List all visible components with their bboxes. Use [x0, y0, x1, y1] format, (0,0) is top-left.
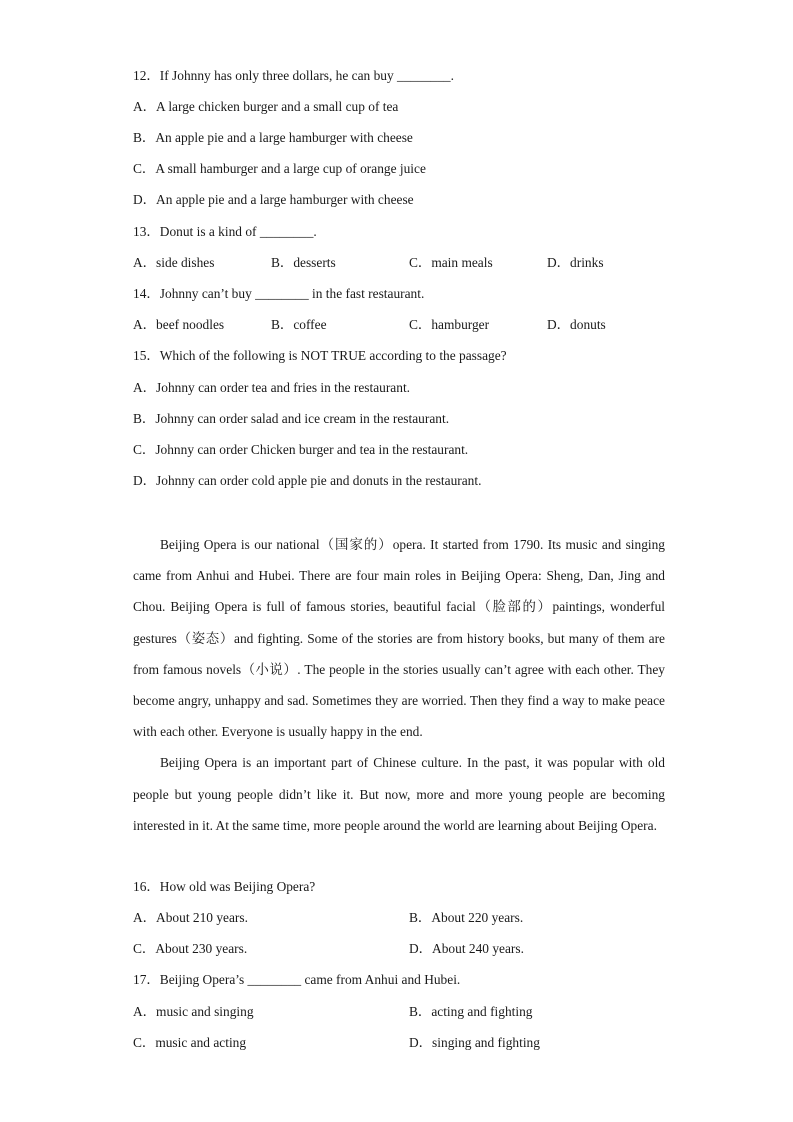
question-17-option-c: C．music and acting	[133, 1035, 247, 1050]
question-16-option-a: A．About 210 years.	[133, 910, 248, 925]
question-15-option-a: A．Johnny can order tea and fries in the restaurant.	[133, 380, 411, 395]
question-17-option-b: B．acting and fighting	[409, 1004, 533, 1019]
question-13-option-d: D．drinks	[547, 255, 604, 270]
reading-passage	[133, 529, 665, 841]
question-16-stem: 16．How old was Beijing Opera?	[133, 879, 316, 894]
question-16-option-c: C．About 230 years.	[133, 941, 248, 956]
question-14-option-b: B．coffee	[271, 317, 327, 332]
question-13-option-a: A．side dishes	[133, 255, 215, 270]
question-14-stem: 14．Johnny can’t buy ________ in the fast restaurant.	[133, 286, 425, 301]
question-12-option-d: D．An apple pie and a large hamburger with cheese	[133, 192, 414, 207]
question-17-option-d: D．singing and fighting	[409, 1035, 540, 1050]
passage-paragraph-1: Beijing Opera is our national（国家的）opera. It started from 1790. Its music and singing came from Anhui and Hubei. There are four main roles in Beijing Opera: Sheng, Dan, Jing and Chou. Beijing Opera is full of famous stories, beautiful facial（脸部的）paintings, wonderful gestures（姿态）and fighting. Some of the stories are from history books, but many of them are from famous novels（小说）. The people in the stories usually can’t agree with each other. They become angry, unhappy and sad. Sometimes they are worried. Then they find a way to make peace with each other. Everyone is usually happy in the end.	[133, 537, 665, 740]
question-15-option-b: B．Johnny can order salad and ice cream in the restaurant.	[133, 411, 450, 426]
question-16-option-d: D．About 240 years.	[409, 941, 524, 956]
question-13-option-c: C．main meals	[409, 255, 493, 270]
question-12-stem: 12．If Johnny has only three dollars, he can buy ________.	[133, 68, 454, 83]
question-14-option-d: D．donuts	[547, 317, 606, 332]
question-13-stem: 13．Donut is a kind of ________.	[133, 224, 317, 239]
question-12-option-a: A．A large chicken burger and a small cup of tea	[133, 99, 399, 114]
question-15-option-c: C．Johnny can order Chicken burger and tea in the restaurant.	[133, 442, 469, 457]
question-15-option-d: D．Johnny can order cold apple pie and donuts in the restaurant.	[133, 473, 482, 488]
question-12-option-b: B．An apple pie and a large hamburger with cheese	[133, 130, 413, 145]
question-14-option-a: A．beef noodles	[133, 317, 225, 332]
question-16-option-b: B．About 220 years.	[409, 910, 524, 925]
passage-paragraph-2: Beijing Opera is an important part of Chinese culture. In the past, it was popular with old people but young people didn’t like it. But now, more and more young people are becoming interested in it. At the same time, more people around the world are learning about Beijing Opera.	[133, 755, 665, 833]
question-15-stem: 15．Which of the following is NOT TRUE according to the passage?	[133, 348, 507, 363]
question-14-option-c: C．hamburger	[409, 317, 490, 332]
question-12-option-c: C．A small hamburger and a large cup of orange juice	[133, 161, 426, 176]
question-17-option-a: A．music and singing	[133, 1004, 254, 1019]
question-17-stem: 17．Beijing Opera’s ________ came from Anhui and Hubei.	[133, 972, 461, 987]
question-13-option-b: B．desserts	[271, 255, 336, 270]
